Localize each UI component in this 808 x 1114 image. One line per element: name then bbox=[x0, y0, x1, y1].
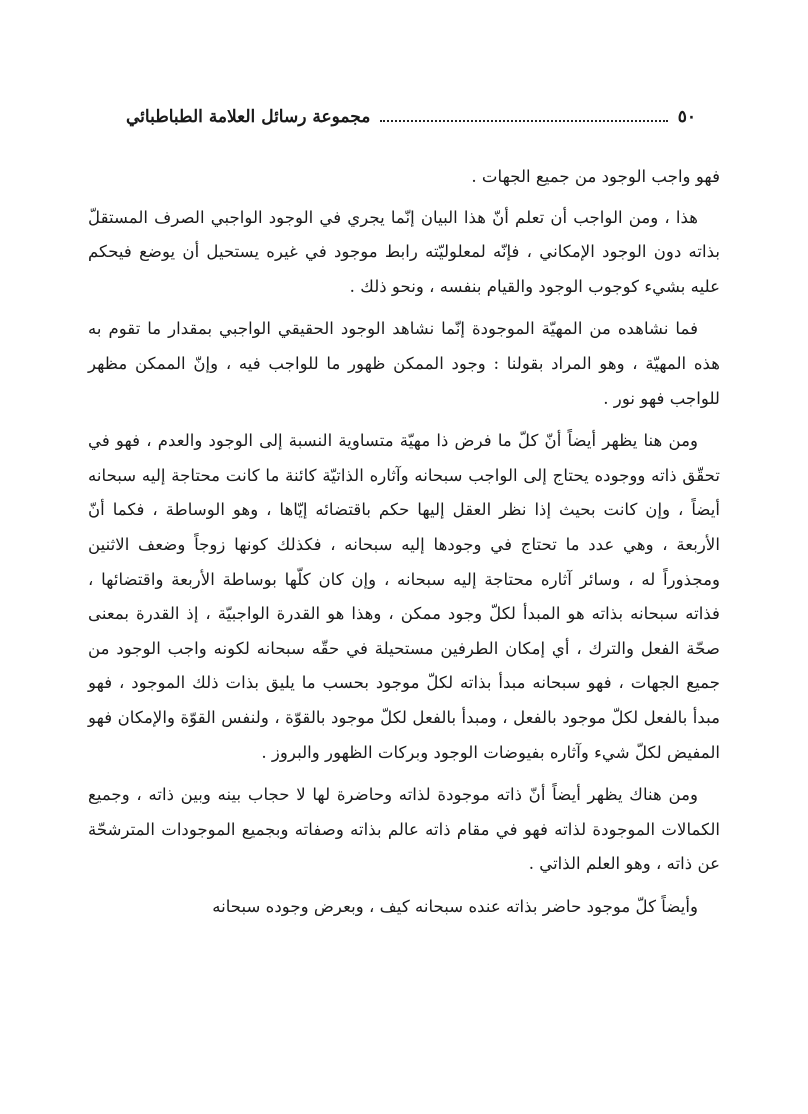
paragraph-6: وأيضاً كلّ موجود حاضر بذاته عنده سبحانه كيف ، وبعرض وجوده سبحانه bbox=[212, 896, 698, 916]
book-title: مجموعة رسائل العلامة الطباطبائي bbox=[126, 107, 371, 127]
body-text bbox=[88, 160, 720, 932]
page-number: ٥٠ bbox=[677, 107, 696, 127]
header-dotted-leader bbox=[380, 120, 667, 122]
paragraph-1: فهو واجب الوجود من جميع الجهات . bbox=[471, 167, 720, 186]
paragraph-5: ومن هناك يظهر أيضاً أنّ ذاته موجودة لذاته وحاضرة لها لا حجاب بينه وبين ذاته ، وجميع الكمالات الموجودة لذاته فهو في مقام ذاته عالم بذاته وصفاته وبجميع الموجودات المترشحّة عن ذاته ، وهو العلم الذاتي . bbox=[88, 785, 720, 874]
paragraph-4: ومن هنا يظهر أيضاً أنّ كلّ ما فرض ذا مهيّة متساوية النسبة إلى الوجود والعدم ، فهو في تحقّق ذاته ووجوده يحتاج إلى الواجب سبحانه وآثاره الذاتيّة كائنة ما كانت محتاجة إليه سبحانه أيضاً ، وإن كانت بحيث إذا نظر العقل إليها حكم باقتضائه إيّاها ، وهو الوساطة ، فكما أنّ الأربعة ، وهي عدد ما تحتاج في وجودها إليه سبحانه ، فكذلك كونها زوجاً وضعف الاثنين ومجذوراً له ، وسائر آثاره محتاجة إليه سبحانه ، وإن كان كلّها بوساطة الأربعة واقتضائها ، فذاته سبحانه بذاته هو المبدأ لكلّ وجود ممكن ، وهذا هو القدرة الواجبيّة ، إذ القدرة بمعنى صحّة الفعل والترك ، أي إمكان الطرفين مستحيلة في حقّه سبحانه لكونه واجب الوجود من جميع الجهات ، فهو سبحانه مبدأ بذاته لكلّ موجود بحسب ما يليق بذات ذلك الموجود ، فهو مبدأ بالفعل لكلّ موجود بالفعل ، ومبدأ بالفعل لكلّ موجود بالقوّة ، ولنفس القوّة والإمكان فهو المفيض لكلّ شيء وآثاره بفيوضات الوجود وبركات الظهور والبروز . bbox=[88, 431, 720, 762]
running-header bbox=[126, 102, 696, 132]
paragraph-3: فما نشاهده من المهيّة الموجودة إنّما نشاهد الوجود الحقيقي الواجبي بمقدار ما تقوم به هذه المهيّة ، وهو المراد بقولنا : وجود الممكن ظهور ما للواجب فيه ، وإنّ الممكن مظهر للواجب فهو نور . bbox=[88, 319, 720, 408]
paragraph-2: هذا ، ومن الواجب أن تعلم أنّ هذا البيان إنّما يجري في الوجود الواجبي الصرف المستقلّ بذاته دون الوجود الإمكاني ، فإنّه لمعلوليّته رابط موجود في غيره يستحيل أن يوضع فيحكم عليه بشيء كوجوب الوجود والقيام بنفسه ، ونحو ذلك . bbox=[88, 207, 720, 296]
